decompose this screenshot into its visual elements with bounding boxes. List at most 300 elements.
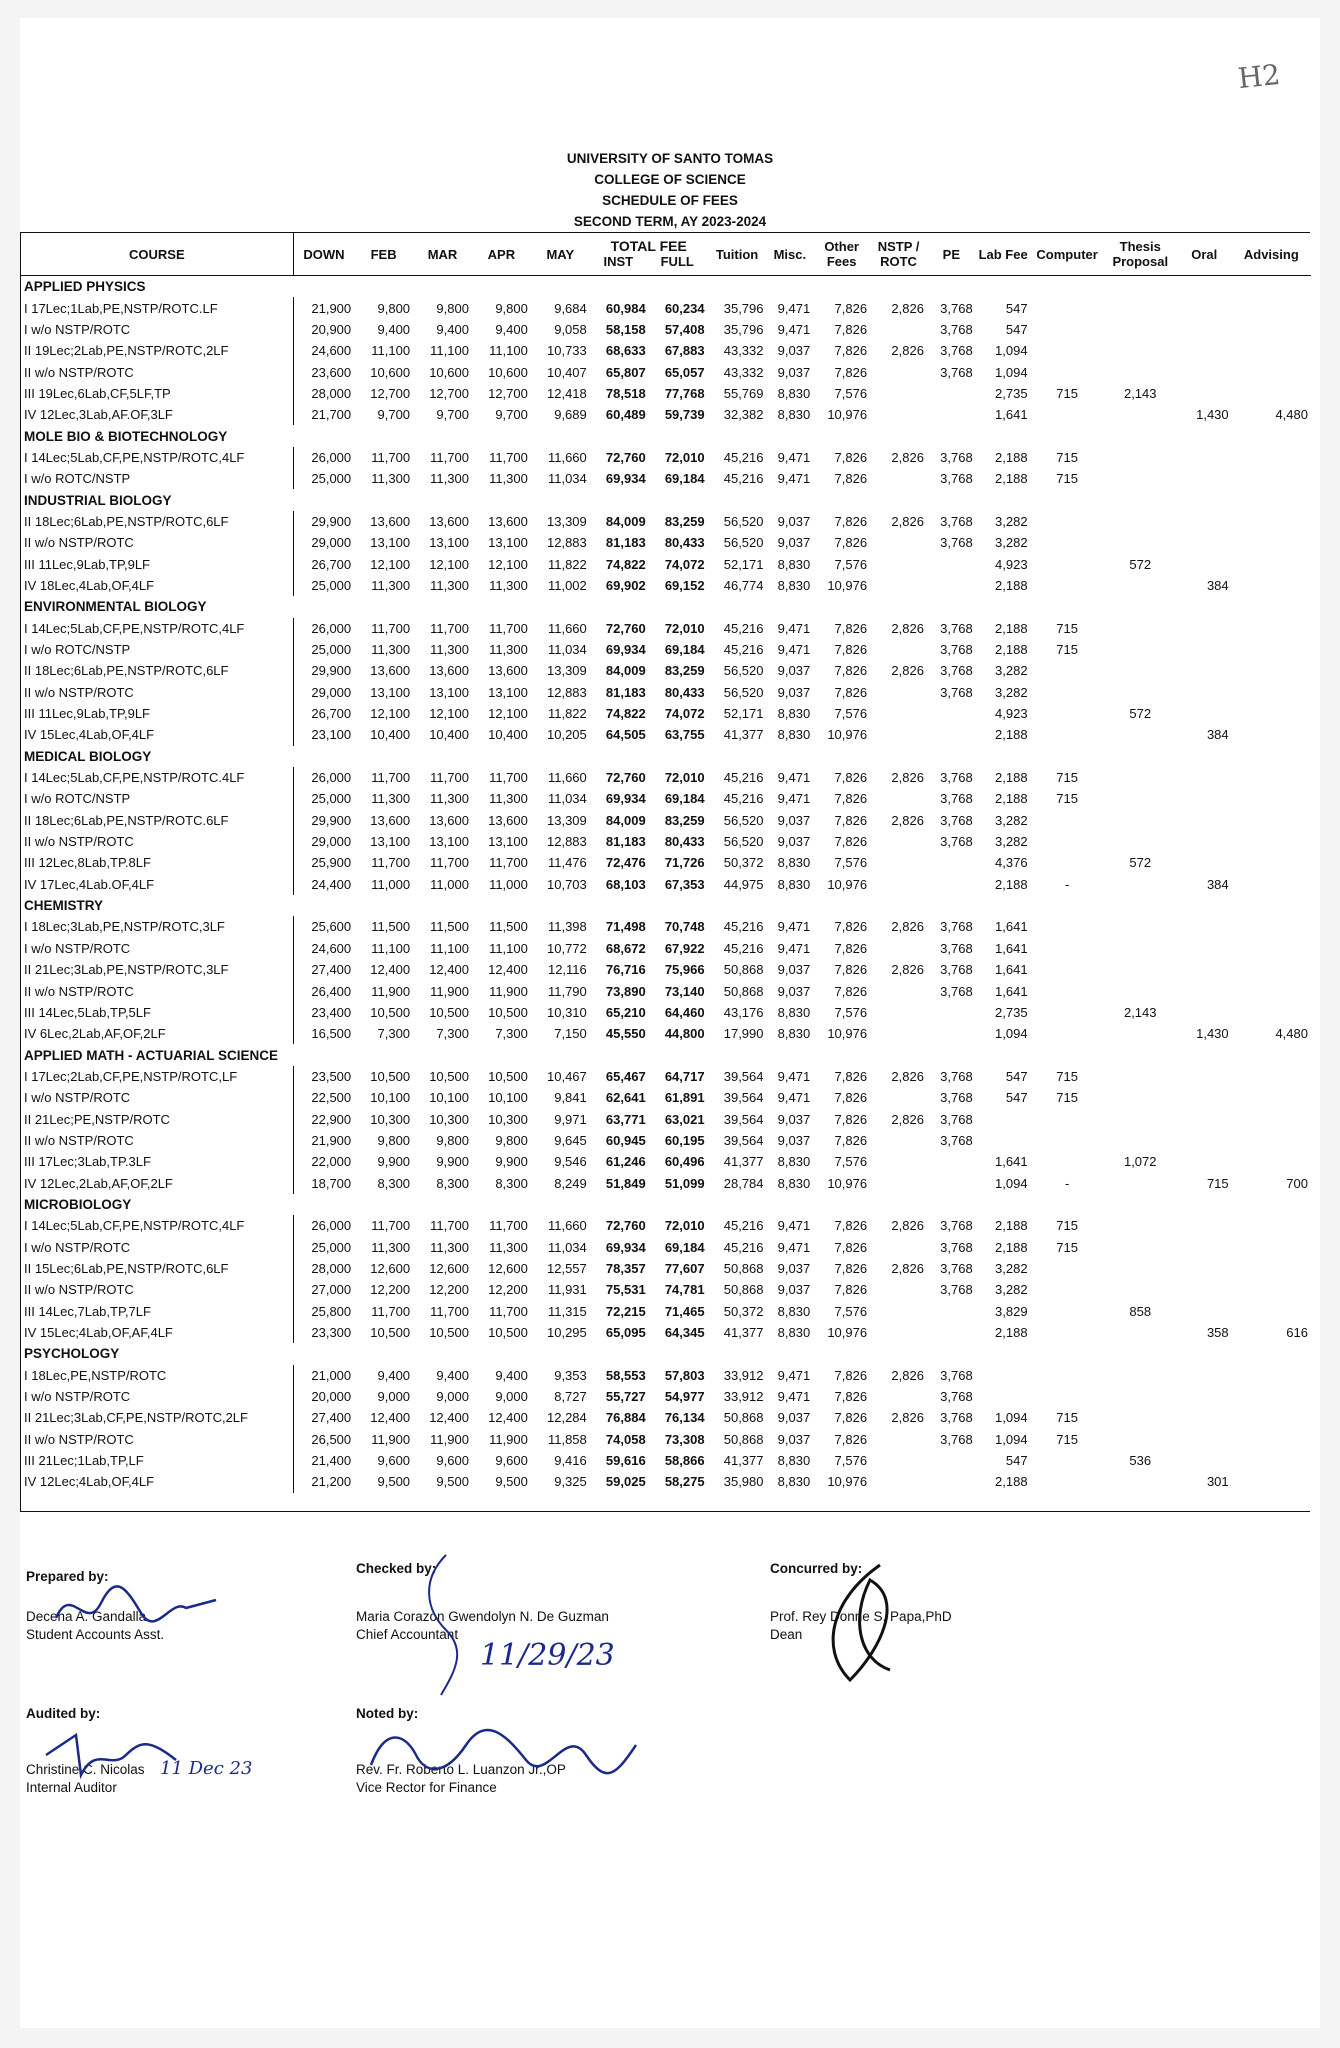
fee-cell: 43,332: [723, 343, 764, 359]
fee-cell: 22,500: [311, 1090, 352, 1106]
fee-cell: 58,866: [664, 1453, 705, 1469]
fee-cell: 12,400: [488, 962, 528, 978]
fee-cell: 2,188: [995, 1325, 1028, 1341]
table-row: [21, 682, 1311, 703]
fee-cell: [1232, 1301, 1311, 1322]
fee-cell: 11,700: [371, 1218, 411, 1234]
fee-cell: 11,315: [547, 1303, 587, 1319]
fee-cell: [870, 831, 927, 852]
fee-cell: [1104, 532, 1177, 553]
fee-cell: 7,826: [834, 940, 868, 956]
fee-cell: [1232, 1130, 1311, 1151]
fee-cell: 11,300: [430, 577, 469, 593]
fee-cell: [1104, 1386, 1177, 1407]
fee-cell: 547: [1005, 1068, 1028, 1084]
fee-cell: 9,471: [777, 471, 811, 487]
fee-cell: [1232, 788, 1311, 809]
fee-cell: 3,768: [940, 962, 973, 978]
table-row: [21, 404, 1311, 425]
fee-cell: [870, 383, 927, 404]
fee-cell: [870, 468, 927, 489]
fee-cell: 11,100: [430, 343, 469, 359]
fee-cell: 3,282: [995, 535, 1028, 551]
noted-by-name: Rev. Fr. Roberto L. Luanzon Jr.,OP: [356, 1762, 566, 1777]
fee-cell: [1031, 810, 1104, 831]
fee-cell: 26,500: [311, 1431, 352, 1447]
fee-cell: 2,826: [891, 449, 924, 465]
table-row: [21, 852, 1311, 873]
fee-cell: 2,826: [891, 300, 924, 316]
fee-cell: 13,600: [488, 663, 528, 679]
fee-cell: 26,000: [311, 1218, 352, 1234]
col-nstp-rotc: NSTP / ROTC: [870, 233, 927, 276]
fee-cell: [1031, 1130, 1104, 1151]
fee-cell: [1031, 938, 1104, 959]
fee-cell: 45,216: [723, 620, 764, 636]
fee-cell: [927, 1301, 976, 1322]
fee-cell: [1104, 1429, 1177, 1450]
fee-cell: 28,000: [311, 385, 352, 401]
col-oral: Oral: [1177, 233, 1232, 276]
fee-cell: 10,205: [547, 727, 587, 743]
fee-cell: 8,830: [777, 556, 811, 572]
course-cell: II 21Lec;3Lab,PE,NSTP/ROTC,3LF: [21, 959, 293, 980]
fee-cell: 4,923: [995, 556, 1028, 572]
fee-cell: [1031, 297, 1104, 318]
fee-cell: [1177, 916, 1232, 937]
fee-cell: 4,376: [995, 855, 1028, 871]
fee-cell: 3,768: [940, 684, 973, 700]
fee-cell: 715: [1056, 471, 1078, 487]
fee-cell: 11,500: [371, 919, 411, 935]
fee-cell: [870, 532, 927, 553]
fee-cell: [927, 1471, 976, 1492]
fee-cell: 11,500: [430, 919, 469, 935]
fee-cell: 78,518: [605, 385, 646, 401]
fee-cell: 10,467: [547, 1068, 587, 1084]
fee-cell: 60,984: [605, 300, 646, 316]
fee-cell: 12,100: [429, 706, 469, 722]
fee-cell: 55,769: [723, 385, 764, 401]
fee-cell: 25,800: [311, 1303, 352, 1319]
fee-cell: 9,900: [436, 1154, 469, 1170]
prepared-by-role: Student Accounts Asst.: [26, 1627, 165, 1642]
fee-cell: 9,841: [554, 1090, 587, 1106]
col-mar: MAR: [413, 233, 472, 276]
fee-cell: 9,471: [777, 321, 811, 337]
fee-cell: 9,037: [777, 1111, 811, 1127]
fee-cell: 9,800: [495, 1132, 528, 1148]
course-cell: II w/o NSTP/ROTC: [21, 831, 293, 852]
fee-cell: 9,700: [377, 407, 411, 423]
fee-cell: 7,826: [834, 620, 868, 636]
fee-cell: [870, 1002, 927, 1023]
col-may: MAY: [531, 233, 590, 276]
fee-cell: 8,830: [777, 706, 811, 722]
course-cell: IV 12Lec;4Lab,OF,4LF: [21, 1471, 293, 1492]
fee-cell: 11,300: [489, 1239, 528, 1255]
col-full: FULL: [660, 254, 694, 269]
fee-cell: 60,496: [664, 1154, 705, 1170]
noted-signature-icon: [366, 1715, 646, 1795]
fee-cell: [870, 1471, 927, 1492]
fee-cell: 8,830: [777, 876, 811, 892]
fee-cell: 74,822: [605, 556, 646, 572]
course-cell: I 14Lec;5Lab,CF,PE,NSTP/ROTC.4LF: [21, 767, 293, 788]
fee-cell: [1232, 468, 1311, 489]
fee-cell: [1031, 553, 1104, 574]
fee-cell: [1031, 1365, 1104, 1386]
fee-cell: 3,282: [995, 1260, 1028, 1276]
fee-cell: [1031, 1322, 1104, 1343]
fee-cell: 12,200: [488, 1282, 528, 1298]
checked-by-role: Chief Accountant: [356, 1627, 459, 1642]
document-header: [0, 148, 1340, 232]
fee-cell: [1232, 852, 1311, 873]
fee-cell: 11,100: [371, 940, 411, 956]
fee-cell: 9,058: [554, 321, 587, 337]
fee-cell: [1177, 660, 1232, 681]
fee-cell: [927, 703, 976, 724]
fee-cell: [1232, 553, 1311, 574]
fee-cell: 7,826: [834, 1132, 868, 1148]
fee-cell: 7,576: [834, 1154, 868, 1170]
course-cell: I 17Lec;1Lab,PE,NSTP/ROTC.LF: [21, 297, 293, 318]
fee-cell: 11,300: [371, 471, 411, 487]
fee-cell: 64,717: [664, 1068, 705, 1084]
fee-cell: 572: [1129, 706, 1152, 722]
fee-cell: 9,400: [436, 1367, 469, 1383]
fee-cell: [1104, 618, 1177, 639]
fee-cell: [1031, 831, 1104, 852]
fee-cell: 1,072: [1123, 1154, 1157, 1170]
fee-cell: 13,309: [547, 663, 587, 679]
fee-cell: 3,768: [940, 1282, 973, 1298]
prepared-signature-icon: [46, 1578, 226, 1638]
fee-cell: 56,520: [723, 812, 764, 828]
fee-cell: [927, 874, 976, 895]
fee-cell: 3,768: [940, 535, 973, 551]
fee-cell: 61,891: [664, 1090, 705, 1106]
fee-cell: 84,009: [605, 513, 646, 529]
fee-cell: 12,100: [370, 556, 411, 572]
fee-cell: 1,094: [995, 1175, 1028, 1191]
fee-cell: [1177, 767, 1232, 788]
course-cell: I 14Lec;5Lab,CF,PE,NSTP/ROTC,4LF: [21, 618, 293, 639]
fee-cell: 9,600: [436, 1453, 469, 1469]
fee-cell: 3,768: [940, 770, 973, 786]
fee-cell: [870, 1429, 927, 1450]
fee-cell: [1104, 1172, 1177, 1193]
fee-cell: 11,476: [547, 855, 587, 871]
fee-cell: 1,641: [995, 919, 1028, 935]
fee-cell: 69,902: [605, 577, 646, 593]
fee-cell: 45,216: [723, 1218, 764, 1234]
course-cell: III 14Lec,5Lab,TP,5LF: [21, 1002, 293, 1023]
fee-cell: 11,300: [489, 577, 528, 593]
fee-cell: [1104, 1023, 1177, 1044]
fee-cell: 7,826: [834, 1367, 868, 1383]
concurred-by-role: Dean: [770, 1627, 803, 1642]
section-title: CHEMISTRY: [24, 898, 104, 914]
fee-cell: 57,408: [664, 321, 705, 337]
course-cell: II 18Lec;6Lab,PE,NSTP/ROTC,6LF: [21, 511, 293, 532]
col-tuition: Tuition: [708, 233, 767, 276]
fee-cell: 13,309: [547, 812, 587, 828]
fee-cell: 12,700: [370, 385, 411, 401]
fee-cell: [1031, 1386, 1104, 1407]
fee-cell: 9,037: [777, 1132, 811, 1148]
fee-cell: 16,500: [311, 1026, 352, 1042]
table-row: [21, 639, 1311, 660]
table-row: [21, 618, 1311, 639]
fee-cell: [927, 1172, 976, 1193]
fee-cell: [976, 1386, 1031, 1407]
fee-cell: 25,000: [311, 642, 352, 658]
fee-cell: 81,183: [605, 834, 646, 850]
fee-cell: 9,471: [777, 919, 811, 935]
fee-cell: 7,826: [834, 343, 868, 359]
fee-cell: 9,971: [554, 1111, 587, 1127]
fee-cell: 2,826: [891, 1367, 924, 1383]
fee-cell: 8,830: [777, 1175, 811, 1191]
fee-cell: 3,829: [995, 1303, 1028, 1319]
fee-cell: [1232, 447, 1311, 468]
fee-cell: 7,576: [834, 556, 868, 572]
fee-cell: 24,600: [311, 940, 352, 956]
fee-cell: 11,700: [371, 449, 411, 465]
table-row: [21, 1279, 1311, 1300]
course-cell: III 14Lec,7Lab,TP,7LF: [21, 1301, 293, 1322]
fee-cell: 2,188: [995, 791, 1028, 807]
course-cell: II w/o NSTP/ROTC: [21, 682, 293, 703]
course-cell: I 17Lec;2Lab,CF,PE,NSTP/ROTC,LF: [21, 1066, 293, 1087]
fee-cell: 11,700: [430, 1303, 469, 1319]
fee-cell: 62,641: [605, 1090, 646, 1106]
fee-cell: 2,188: [995, 1239, 1028, 1255]
fee-cell: [1177, 1450, 1232, 1471]
fee-cell: 13,600: [429, 663, 469, 679]
fee-cell: 10,500: [370, 1325, 411, 1341]
fee-cell: [1104, 1066, 1177, 1087]
fee-cell: [1177, 1066, 1232, 1087]
fee-cell: 55,727: [605, 1389, 646, 1405]
fee-cell: [1031, 532, 1104, 553]
fee-cell: [870, 1130, 927, 1151]
fee-cell: 10,976: [827, 1026, 868, 1042]
table-row: [21, 1407, 1311, 1428]
total-fee-label: TOTAL FEE: [610, 238, 687, 254]
fee-cell: 11,300: [371, 791, 411, 807]
fee-cell: [1104, 767, 1177, 788]
fee-cell: [1031, 959, 1104, 980]
fee-cell: [1232, 639, 1311, 660]
prepared-by-block: [26, 1568, 164, 1644]
fee-cell: 1,641: [995, 940, 1028, 956]
section-row: [21, 1194, 1311, 1215]
fee-cell: [1232, 959, 1311, 980]
fee-cell: 9,500: [495, 1474, 528, 1490]
fee-cell: 7,826: [834, 642, 868, 658]
fee-cell: 358: [1206, 1325, 1229, 1341]
fee-cell: 39,564: [723, 1068, 764, 1084]
fee-cell: [1031, 852, 1104, 873]
concurred-signature-icon: [810, 1560, 910, 1690]
fee-cell: 8,300: [495, 1175, 528, 1191]
fee-cell: [927, 553, 976, 574]
col-other-fees: Other Fees: [813, 233, 870, 276]
fee-cell: 24,400: [311, 876, 352, 892]
fee-cell: [870, 724, 927, 745]
course-cell: I w/o NSTP/ROTC: [21, 1386, 293, 1407]
table-row: [21, 916, 1311, 937]
fee-cell: 65,095: [605, 1325, 646, 1341]
fee-cell: [1232, 1450, 1311, 1471]
fee-cell: [870, 1301, 927, 1322]
fee-cell: 46,774: [723, 577, 764, 593]
fee-cell: 8,830: [777, 407, 811, 423]
fee-cell: 10,500: [488, 1325, 528, 1341]
fee-cell: 9,037: [777, 535, 811, 551]
course-cell: I w/o NSTP/ROTC: [21, 1236, 293, 1257]
fee-cell: 13,100: [429, 684, 469, 700]
fee-cell: 9,471: [777, 1068, 811, 1084]
fee-cell: [1177, 1301, 1232, 1322]
fee-cell: 572: [1129, 855, 1152, 871]
fee-cell: 8,830: [777, 727, 811, 743]
table-row: [21, 767, 1311, 788]
fee-cell: 45,216: [723, 642, 764, 658]
fee-cell: 25,000: [311, 791, 352, 807]
fee-cell: [1031, 575, 1104, 596]
fee-cell: 2,188: [995, 1474, 1028, 1490]
fee-cell: 74,822: [605, 706, 646, 722]
fee-cell: 11,000: [371, 876, 411, 892]
fee-cell: [1232, 1279, 1311, 1300]
fee-cell: 13,100: [488, 684, 528, 700]
fee-cell: 9,037: [777, 983, 811, 999]
college-name: COLLEGE OF SCIENCE: [594, 172, 746, 187]
fee-cell: 8,830: [777, 385, 811, 401]
fee-cell: 21,200: [311, 1474, 352, 1490]
fee-cell: 10,976: [827, 577, 868, 593]
fee-cell: [927, 575, 976, 596]
fee-cell: 41,377: [723, 1453, 764, 1469]
fee-cell: 13,100: [488, 535, 528, 551]
course-cell: II 21Lec;PE,NSTP/ROTC: [21, 1108, 293, 1129]
fee-cell: 69,934: [605, 642, 646, 658]
fee-cell: [1232, 874, 1311, 895]
fee-cell: [1232, 831, 1311, 852]
fee-cell: 11,300: [430, 471, 469, 487]
fee-cell: [1177, 618, 1232, 639]
table-row: [21, 1471, 1311, 1492]
checked-handwritten-date: 11/29/23: [480, 1638, 615, 1673]
fee-cell: 9,037: [777, 1260, 811, 1276]
fee-cell: 9,800: [377, 300, 411, 316]
fee-cell: 65,807: [605, 364, 646, 380]
fee-cell: 12,100: [429, 556, 469, 572]
course-cell: I w/o NSTP/ROTC: [21, 1087, 293, 1108]
fee-cell: 83,259: [664, 513, 705, 529]
fee-cell: [1177, 938, 1232, 959]
fee-cell: [1232, 340, 1311, 361]
fee-cell: 29,900: [311, 513, 352, 529]
fee-cell: 3,768: [940, 1239, 973, 1255]
table-row: [21, 660, 1311, 681]
fee-cell: 1,094: [995, 1431, 1028, 1447]
fee-cell: 3,768: [940, 343, 973, 359]
fee-cell: [1177, 1002, 1232, 1023]
fee-cell: 10,400: [429, 727, 469, 743]
fee-cell: 7,826: [834, 471, 868, 487]
fee-cell: -: [1064, 1175, 1070, 1191]
fee-cell: 9,353: [554, 1367, 587, 1383]
fee-cell: 9,000: [436, 1389, 469, 1405]
fee-cell: 11,300: [371, 1239, 411, 1255]
fee-cell: 7,826: [834, 663, 868, 679]
fee-cell: [1232, 724, 1311, 745]
course-cell: IV 17Lec,4Lab.OF,4LF: [21, 874, 293, 895]
fee-cell: 29,000: [311, 834, 352, 850]
fee-cell: 547: [1005, 1090, 1028, 1106]
fee-cell: 3,768: [940, 513, 973, 529]
fee-cell: [1104, 1365, 1177, 1386]
fee-cell: 27,400: [311, 1410, 352, 1426]
fee-cell: 41,377: [723, 1154, 764, 1170]
fee-cell: 11,300: [430, 1239, 469, 1255]
fee-cell: 45,216: [723, 449, 764, 465]
fee-cell: [1177, 319, 1232, 340]
fee-cell: [1232, 767, 1311, 788]
fee-cell: 2,188: [995, 642, 1028, 658]
fee-cell: 3,768: [940, 1218, 973, 1234]
fee-cell: 715: [1056, 1431, 1078, 1447]
fee-cell: 50,372: [723, 1303, 764, 1319]
fee-cell: [1177, 553, 1232, 574]
fee-cell: [1177, 703, 1232, 724]
fee-cell: [870, 788, 927, 809]
fee-cell: 1,641: [995, 962, 1028, 978]
fee-cell: 13,100: [370, 684, 411, 700]
fee-cell: 9,800: [377, 1132, 411, 1148]
fee-cell: 26,700: [311, 706, 352, 722]
table-row: [21, 340, 1311, 361]
fee-cell: 2,188: [995, 471, 1028, 487]
course-cell: IV 12Lec,3Lab,AF.OF,3LF: [21, 404, 293, 425]
fee-cell: 13,600: [488, 812, 528, 828]
fee-cell: 29,000: [311, 535, 352, 551]
fee-cell: 45,216: [723, 471, 764, 487]
fee-cell: 75,531: [605, 1282, 646, 1298]
fee-cell: 13,100: [370, 834, 411, 850]
fee-cell: [870, 980, 927, 1001]
fee-cell: 33,912: [723, 1389, 764, 1405]
noted-by-role: Vice Rector for Finance: [356, 1780, 497, 1795]
fee-cell: 1,641: [995, 407, 1028, 423]
course-cell: I 18Lec;3Lab,PE,NSTP/ROTC,3LF: [21, 916, 293, 937]
fee-cell: [1232, 532, 1311, 553]
course-cell: II w/o NSTP/ROTC: [21, 361, 293, 382]
fee-cell: 7,826: [834, 1282, 868, 1298]
fee-cell: [927, 724, 976, 745]
fee-cell: [1104, 1258, 1177, 1279]
table-row: [21, 1151, 1311, 1172]
fee-cell: 8,300: [436, 1175, 469, 1191]
fee-cell: 9,471: [777, 1239, 811, 1255]
table-row: [21, 1429, 1311, 1450]
fee-cell: 13,100: [370, 535, 411, 551]
